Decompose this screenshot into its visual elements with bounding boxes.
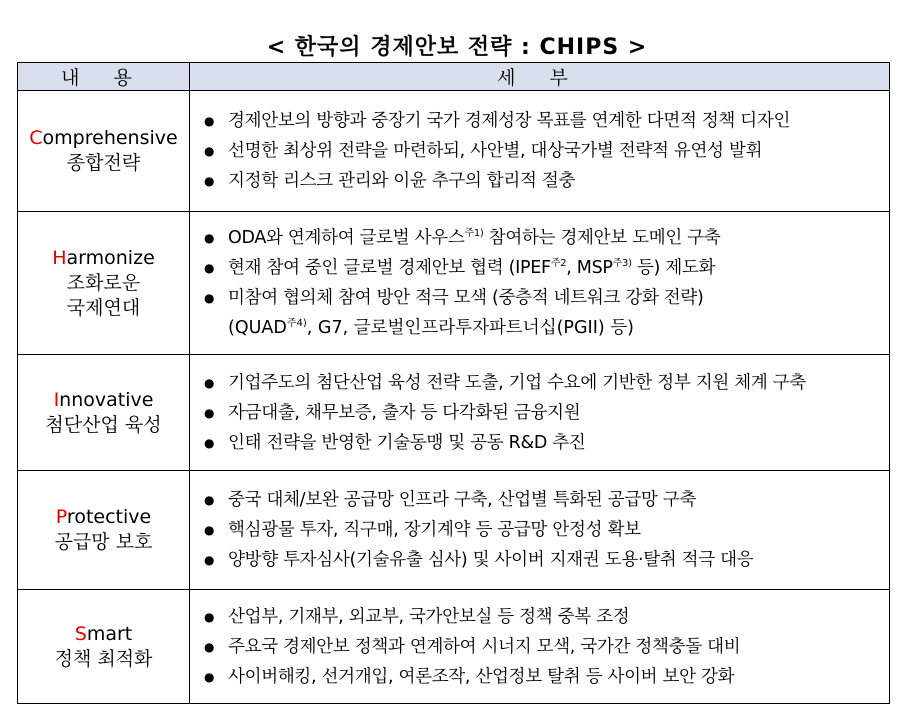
table-row-comprehensive: [18, 91, 890, 212]
row-details: [190, 212, 890, 355]
row-details: [190, 355, 890, 471]
bullet-icon: ●: [204, 435, 215, 450]
list-item: ● 양방향 투자심사(기술유출 심사) 및 사이버 지재권 도용·탈취 적극 대응: [204, 545, 883, 575]
bullet-icon: ●: [204, 609, 215, 624]
bullet-icon: ●: [204, 523, 215, 537]
row-label-en: Innovative: [53, 388, 154, 411]
bullet-icon: ●: [204, 261, 215, 275]
footnote-mark: 주4): [286, 318, 307, 329]
list-item: ● 사이버해킹, 선거개입, 여론조작, 산업정보 탈취 등 사이버 보안 강화: [204, 662, 883, 692]
row-label: [18, 91, 190, 212]
list-item: ● ODA와 연계하여 글로벌 사우스$^{주1)}$ 참여하는 경제안보 도메인 구축: [204, 223, 883, 253]
table-row-protective: [18, 471, 890, 590]
table-row-innovative: [18, 355, 890, 471]
row-label: [18, 355, 190, 471]
bullet-icon: ●: [204, 405, 215, 420]
list-item: ● 현재 참여 중인 글로벌 경제안보 협력 ($IPEF^{주2}$, $MSP^{주3)}$ 등) 제도화: [204, 253, 883, 283]
row-label-ko: 국제연대: [66, 296, 141, 319]
bullet-icon: ●: [204, 174, 215, 188]
footnote-mark: 주2: [550, 258, 567, 269]
footnote-mark: 주1): [464, 228, 484, 239]
row-label-ko: 정책 최적화: [54, 647, 153, 670]
row-label-en: Protective: [55, 506, 152, 528]
row-label-ko: 조화로운: [66, 271, 141, 294]
list-item: ● 기업주도의 첨단산업 육성 전략 도출, 기업 수요에 기반한 정부 지원 체계 구축: [204, 368, 883, 398]
row-label: [18, 590, 190, 704]
list-item: ● 중국 대체/보완 공급망 인프라 구축, 산업별 특화된 공급망 구축: [204, 485, 883, 515]
header-content: 내 용: [18, 63, 190, 91]
row-label-ko: 종합전략: [66, 152, 141, 174]
bullet-icon: ●: [204, 639, 215, 654]
row-details: [190, 471, 890, 590]
list-item: ● 지정학 리스크 관리와 이윤 추구의 합리적 절충: [204, 166, 883, 196]
row-label-ko: 첨단산업 육성: [45, 413, 162, 436]
table-row-smart: [18, 590, 890, 704]
list-item: ● 미참여 협의체 참여 방안 적극 모색 (중층적 네트워크 강화 전략): [204, 283, 883, 313]
bullet-icon: ●: [204, 669, 215, 684]
list-item: ● 핵심광물 투자, 직구매, 장기계약 등 공급망 안정성 확보: [204, 515, 883, 545]
row-label: [18, 212, 190, 355]
list-item: ● 산업부, 기재부, 외교부, 국가안보실 등 정책 중복 조정: [204, 602, 883, 632]
list-item: ● 선명한 최상위 전략을 마련하되, 사안별, 대상국가별 전략적 유연성 발휘: [204, 136, 883, 166]
list-item: ● 주요국 경제안보 정책과 연계하여 시너지 모색, 국가간 정책충돌 대비: [204, 632, 883, 662]
bullet-icon: ●: [204, 493, 215, 507]
row-label-en: Smart: [74, 622, 133, 645]
row-label-en: Comprehensive: [29, 127, 178, 149]
bullet-icon: ●: [204, 231, 215, 245]
row-label: [18, 471, 190, 590]
list-item: ● 경제안보의 방향과 중장기 국가 경제성장 목표를 연계한 다면적 정책 디자인: [204, 106, 883, 136]
bullet-icon: ●: [204, 114, 215, 128]
bullet-icon: ●: [204, 375, 215, 390]
row-details: [190, 590, 890, 704]
row-details: [190, 91, 890, 212]
bullet-icon: ●: [204, 553, 215, 567]
footnote-mark: 주3): [612, 258, 632, 269]
list-item: ● 자금대출, 채무보증, 출자 등 다각화된 금융지원: [204, 398, 883, 428]
row-label-ko: 공급망 보호: [54, 531, 153, 553]
chips-table: [17, 62, 890, 704]
table-header-row: [18, 63, 890, 91]
table-row-harmonize: [18, 212, 890, 355]
row-label-en: Harmonize: [52, 246, 155, 269]
bullet-icon: ●: [204, 144, 215, 158]
page-title: < 한국의 경제안보 전략 : CHIPS >: [266, 35, 648, 60]
list-item: ● 인태 전략을 반영한 기술동맹 및 공동 R&D 추진: [204, 428, 883, 458]
list-item-continuation: ($QUAD^{주4)}$, G7, 글로벌인프라투자파트너십(PGII) 등): [228, 318, 634, 338]
header-detail: 세 부: [190, 63, 890, 91]
bullet-icon: ●: [204, 291, 215, 305]
